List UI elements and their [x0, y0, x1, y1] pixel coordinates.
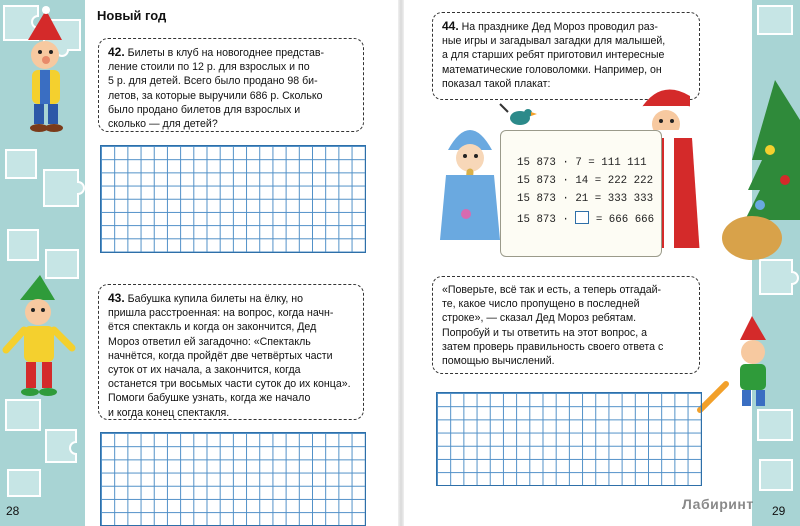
task-42-text: 42. Билеты в клуб на новогоднее представ- ление стоили по 12 р. для взрослых и по 5 р. для детей. Всего было продано 98 би- летов, за которые выручили 686 р. Сколько было продано билетов для взрослых и сколько — для детей?: [108, 45, 324, 131]
poster-line-4: 15 873 · = 666 666: [517, 211, 654, 226]
missing-number-box[interactable]: [575, 211, 589, 224]
snow-maiden-illustration: [440, 130, 500, 248]
gnome-bottom-illustration: [6, 275, 72, 396]
page-title: Новый год: [97, 8, 167, 23]
poster-line-2: 15 873 · 14 = 222 222: [517, 175, 654, 187]
answer-grid-44[interactable]: [436, 392, 702, 486]
bird-illustration: [500, 104, 537, 125]
watermark-logo: Лабиринт: [682, 496, 754, 512]
poster-line-1: 15 873 · 7 = 111 111: [517, 157, 647, 169]
task-44-question: «Поверьте, всё так и есть, а теперь отгадай- те, какое число пропущено в последней строке», — сказал Дед Мороз ребятам. Попробуй и ты ответить на этот вопрос, а затем проверь правильность своего ответа с помощью вычислений.: [442, 284, 664, 368]
gnome-top-illustration: [28, 6, 63, 132]
task-42-number: 42.: [108, 45, 125, 59]
christmas-tree-illustration: [722, 80, 800, 260]
task-44-intro: 44. На празднике Дед Мороз проводил раз- ные игры и загадывал загадки для малышей, а для старших ребят приготовил интересные математические головоломки. Например, он показал такой плакат:: [442, 19, 666, 90]
gnome-pencil-illustration: [700, 316, 766, 410]
task-43-text: 43. Бабушка купила билеты на ёлку, но пришла расстроенная: на вопрос, когда начн- ётся спектакль и когда он закончится, Дед Мороз ответил ей загадочно: «Спектакль начнётся, когда пройдёт две четвёртых части суток от их начала, а закончится, когда останется три восьмых части суток до их конца». Помоги бабушке узнать, когда же начало и когда конец спектакля.: [108, 291, 351, 419]
math-poster: [500, 130, 662, 257]
task-43-number: 43.: [108, 291, 125, 305]
page-number-left: 28: [6, 504, 20, 518]
task-44-number: 44.: [442, 19, 459, 33]
poster-line-3: 15 873 · 21 = 333 333: [517, 193, 654, 205]
page-number-right: 29: [772, 504, 786, 518]
task-44-question-box: [432, 276, 700, 374]
